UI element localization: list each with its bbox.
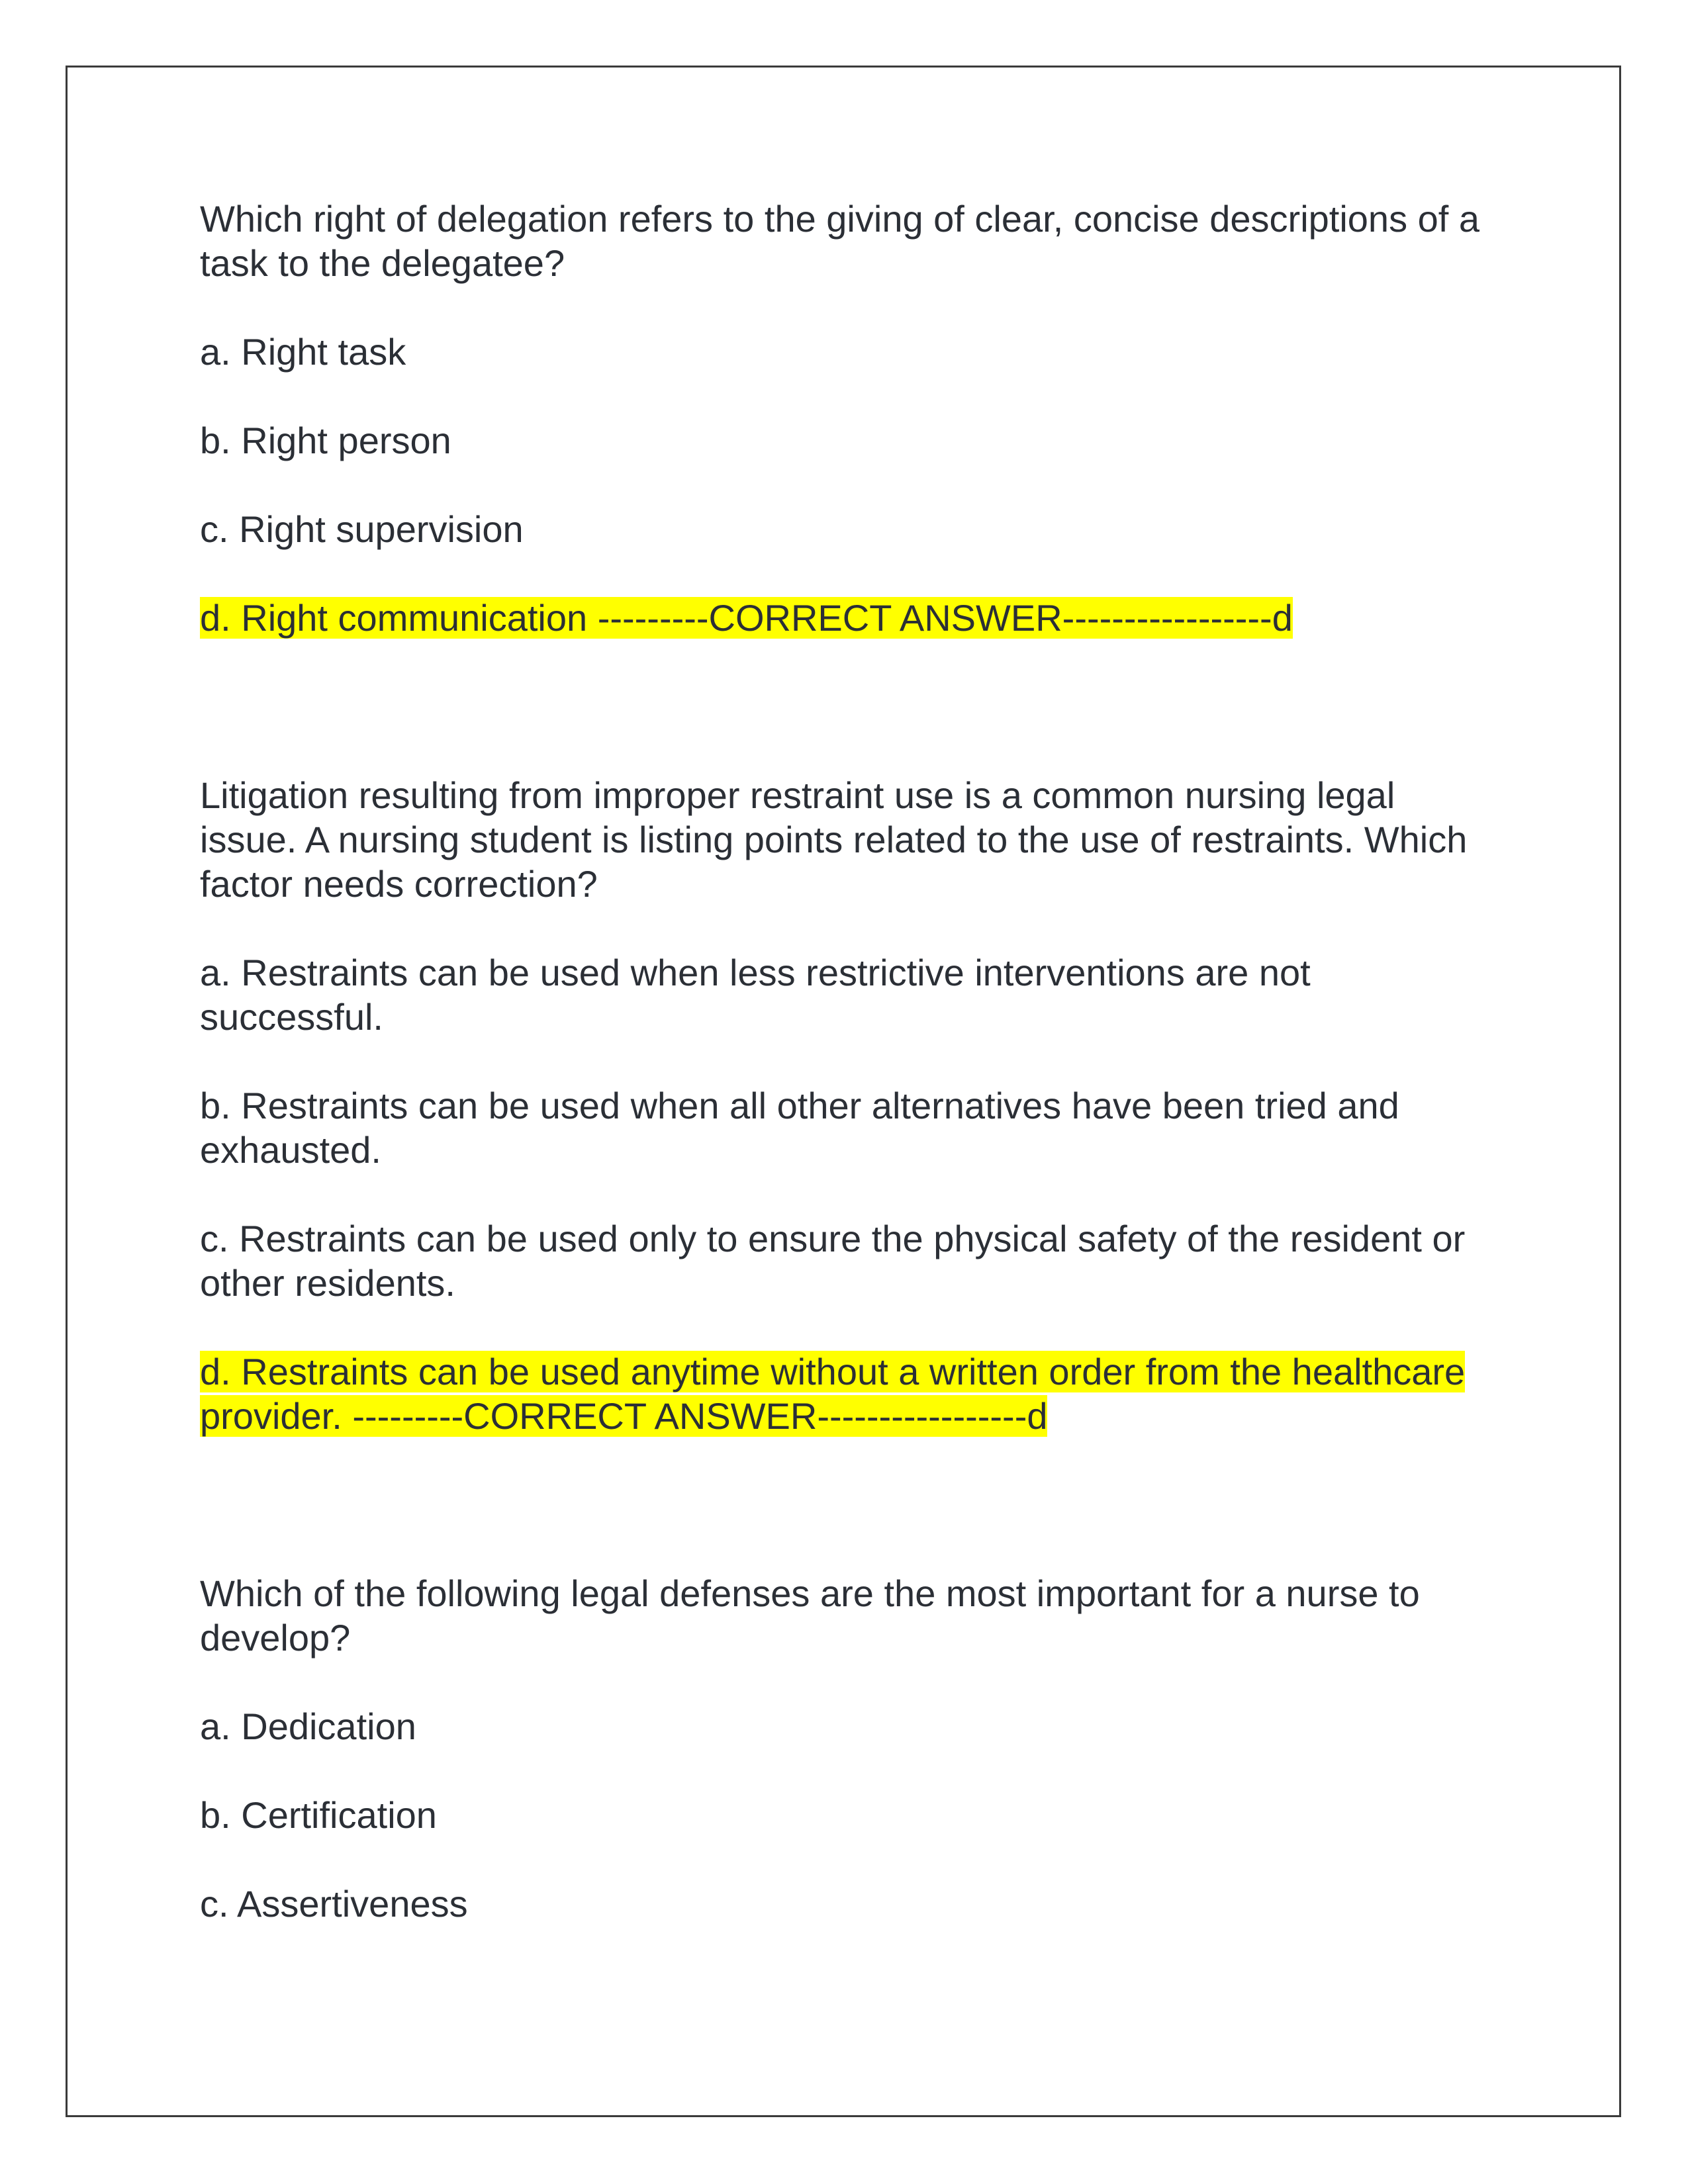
answer-option-a: a. Right task	[200, 331, 406, 373]
answer-option-c: c. Assertiveness	[200, 1883, 468, 1925]
question-text: Litigation resulting from improper restraint use is a common nursing legal issue. A nursing student is listing points related to the use of restraints. Which factor needs correction?	[200, 774, 1468, 905]
question-2	[200, 773, 1491, 1438]
answer-option-d-correct	[200, 1349, 1491, 1438]
highlighted-correct-answer: d. Right communication ---------CORRECT ANSWER-----------------d	[200, 597, 1293, 639]
answer-option-b: b. Certification	[200, 1794, 437, 1836]
question-3	[200, 1571, 1491, 1926]
question-1	[200, 197, 1491, 640]
question-text: Which right of delegation refers to the giving of clear, concise descriptions of a task to the delegatee?	[200, 198, 1480, 284]
answer-option-d-correct	[200, 596, 1491, 640]
answer-option-a: a. Restraints can be used when less restrictive interventions are not successful.	[200, 952, 1311, 1038]
question-text: Which of the following legal defenses are the most important for a nurse to develop?	[200, 1572, 1420, 1659]
document-body	[200, 197, 1491, 1926]
answer-option-c: c. Right supervision	[200, 508, 524, 550]
answer-option-c: c. Restraints can be used only to ensure the physical safety of the resident or other residents.	[200, 1218, 1466, 1304]
answer-option-b: b. Restraints can be used when all other alternatives have been tried and exhausted.	[200, 1085, 1399, 1171]
answer-option-a: a. Dedication	[200, 1706, 416, 1747]
highlighted-correct-answer: d. Restraints can be used anytime without a written order from the healthcare provider. ---------CORRECT ANSWER-----------------d	[200, 1351, 1466, 1437]
answer-option-b: b. Right person	[200, 420, 451, 461]
